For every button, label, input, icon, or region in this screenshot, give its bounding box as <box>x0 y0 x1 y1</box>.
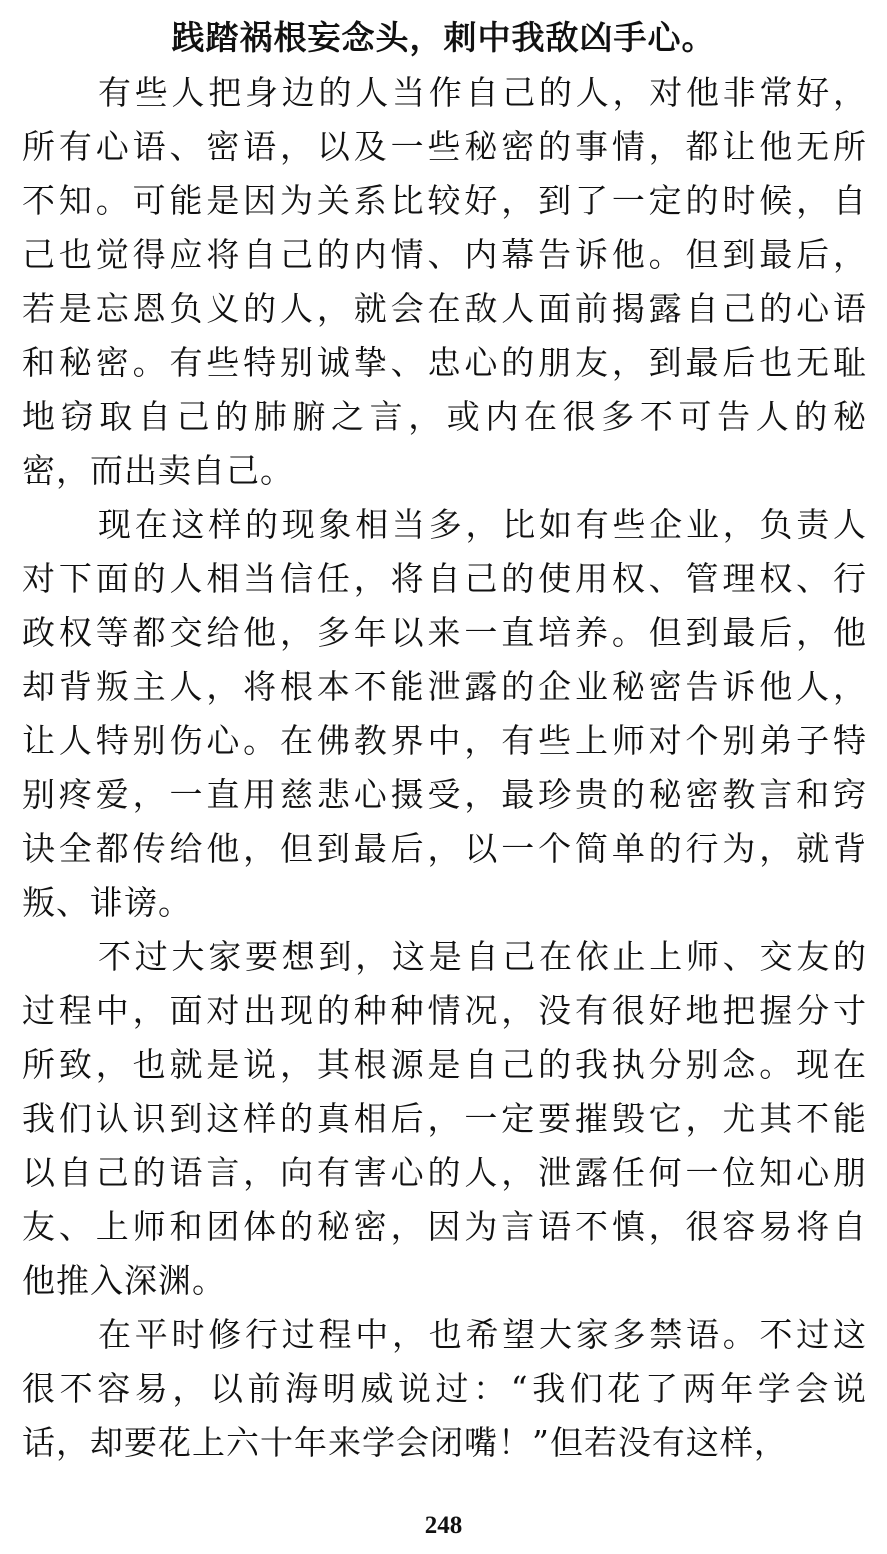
paragraph-line: 地窃取自己的肺腑之言，或内在很多不可告人的秘 <box>22 397 867 436</box>
paragraph-line: 叛、诽谤。 <box>22 883 192 922</box>
paragraph-line: 他推入深渊。 <box>22 1261 226 1300</box>
paragraph-line: 别疼爱，一直用慈悲心摄受，最珍贵的秘密教言和窍 <box>22 775 867 814</box>
paragraph-first-line: 有些人把身边的人当作自己的人，对他非常好， <box>98 73 867 112</box>
paragraph-first-line: 在平时修行过程中，也希望大家多禁语。不过这 <box>98 1315 867 1354</box>
paragraph-line: 以自己的语言，向有害心的人，泄露任何一位知心朋 <box>22 1153 867 1192</box>
paragraph-line: 己也觉得应将自己的内情、内幕告诉他。但到最后， <box>22 235 867 274</box>
paragraph-line: 我们认识到这样的真相后，一定要摧毁它，尤其不能 <box>22 1099 867 1138</box>
paragraph-line: 所有心语、密语，以及一些秘密的事情，都让他无所 <box>22 127 867 166</box>
paragraph-line: 若是忘恩负义的人，就会在敌人面前揭露自己的心语 <box>22 289 867 328</box>
paragraph-line: 却背叛主人，将根本不能泄露的企业秘密告诉他人， <box>22 667 867 706</box>
page-number: 248 <box>424 1512 463 1539</box>
paragraph-line: 对下面的人相当信任，将自己的使用权、管理权、行 <box>22 559 867 598</box>
paragraph-line: 不知。可能是因为关系比较好，到了一定的时候，自 <box>22 181 867 220</box>
paragraph-line: 密，而出卖自己。 <box>22 451 294 490</box>
paragraph-line: 和秘密。有些特别诚挚、忠心的朋友，到最后也无耻 <box>22 343 867 382</box>
paragraph-line: 很不容易，以前海明威说过：“我们花了两年学会说 <box>22 1369 867 1408</box>
paragraph-first-line: 现在这样的现象相当多，比如有些企业，负责人 <box>98 505 867 544</box>
paragraph-line: 让人特别伤心。在佛教界中，有些上师对个别弟子特 <box>22 721 867 760</box>
section-title: 践踏祸根妄念头，刺中我敌凶手心。 <box>171 18 716 57</box>
paragraph-line: 友、上师和团体的秘密，因为言语不慎，很容易将自 <box>22 1207 867 1246</box>
paragraph-line: 过程中，面对出现的种种情况，没有很好地把握分寸 <box>22 991 867 1030</box>
body-text <box>22 66 867 1470</box>
paragraph-line: 所致，也就是说，其根源是自己的我执分别念。现在 <box>22 1045 867 1084</box>
paragraph-line: 政权等都交给他，多年以来一直培养。但到最后，他 <box>22 613 867 652</box>
paragraph-line: 诀全都传给他，但到最后，以一个简单的行为，就背 <box>22 829 867 868</box>
paragraph-line: 话，却要花上六十年来学会闭嘴！”但若没有这样， <box>22 1423 788 1462</box>
paragraph-first-line: 不过大家要想到，这是自己在依止上师、交友的 <box>98 937 867 976</box>
